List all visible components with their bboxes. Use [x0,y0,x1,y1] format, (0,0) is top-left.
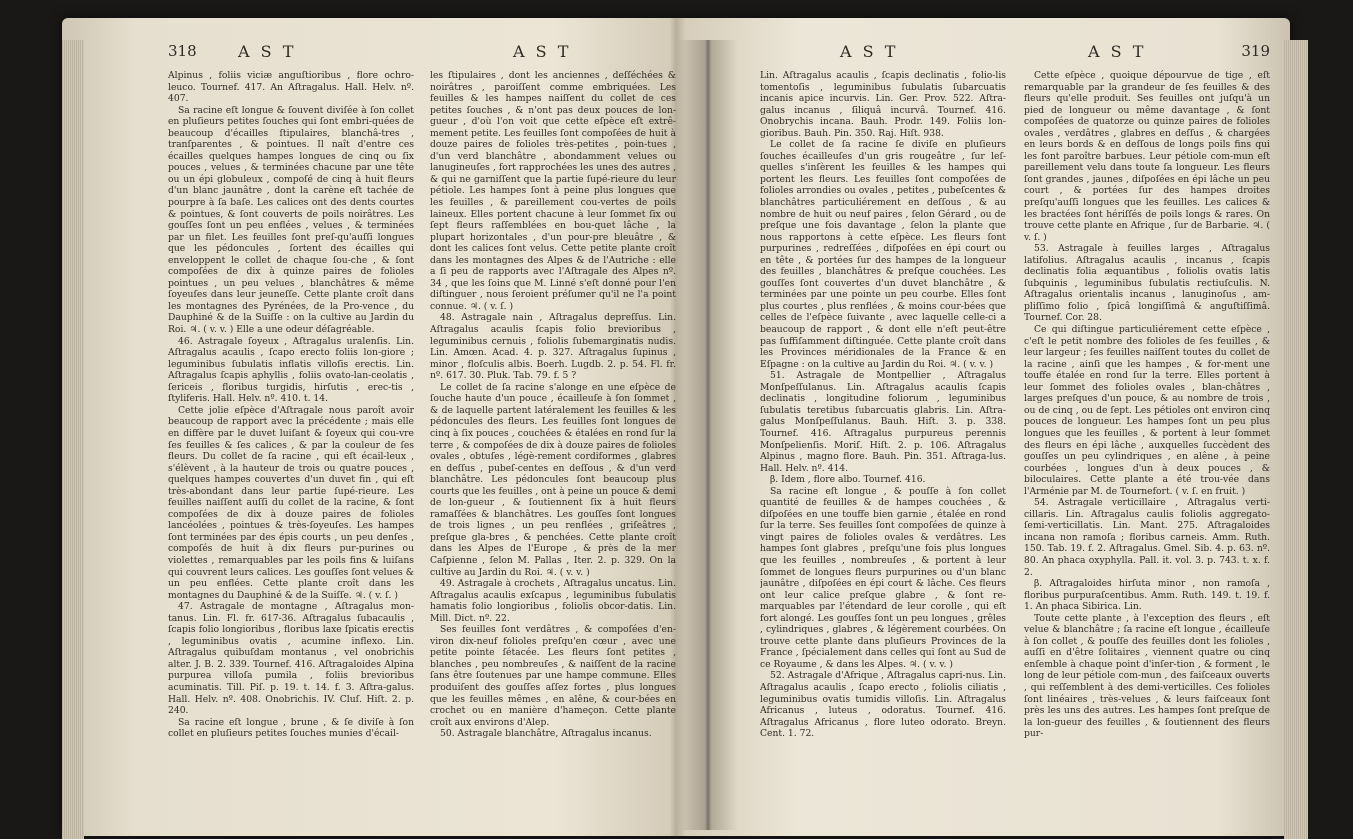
paragraph: 54. Astragale verticillaire , Aſtragalus verti-cillaris. Lin. Aſtragalus caulis foliolis aggregato-ſemi-verticillatis. Lin. Mant. 275. Aſtragaloides incana non ramoſa ; floribus carneis. Amm. Ruth. 150. Tab. 19. f. 2. Aſtragalus. Gmel. Sib. 4. p. 63. nº. 80. An phaca oxyphylla. Pall. it. vol. 3. p. 743. t. x. f. 2. [1024,497,1270,578]
running-title: A S T [840,42,899,61]
page-number: 318 [168,42,197,60]
paragraph: Lin. Aſtragalus acaulis , ſcapis declinatis , folio-lis tomentoſis , leguminibus ſubulatis ſubarcuatis incanis apice incurvis. Lin. Ger. Prov. 522. Aſtra-galus incanus , ſiliquâ incurvâ. Tournef. 416. Onobrychis incana. Bauh. Prodr. 149. Foliis lon-gioribus. Bauh. Pin. 350. Raj. Hiſt. 938. [760,70,1006,139]
running-title-2: A S T [1088,42,1147,61]
paragraph: Ses feuilles ſont verdâtres , & compoſées d'en-viron dix-neuf folioles preſqu'en cœur , avec une petite pointe ſétacée. Les fleurs ſont petites , blanches , peu nombreuſes , & naiſſent de la racine ſans être ſoutenues par une hampe commune. Elles produiſent des gouſſes aſſez fortes , plus longues que les feuilles mêmes , en alêne, & cour-bées en crochet ou en manière d'hameçon. Cette plante croît aux environs d'Alep. [430,624,676,728]
right-column-1 [760,70,1006,820]
right-running-head [760,42,1270,64]
paragraph: β. Idem , flore albo. Tournef. 416. [770,474,926,486]
paragraph: 46. Astragale ſoyeux , Aſtragalus uralenſis. Lin. Aſtragalus acaulis , ſcapo erecto foliis lon-giore ; leguminibus ſubulatis inflatis villoſis erectis. Lin. Aſtragalus ſcapis aphyllis , foliis ovato-lan-ceolatis , ſericeis , floribus turgidis, hirſutis , erec-tis , ſtyliferis. Hall. Helv. nº. 410. t. 14. [168,335,414,405]
running-title: A S T [238,42,297,61]
paragraph: Toute cette plante , à l'exception des fleurs , eſt velue & blanchâtre ; ſa racine eſt longue , écailleuſe à ſon collet , & pouſſe des feuilles dont les folioles , auſſi en d'être ſolitaires , viennent quatre ou cinq enſemble à chaque point d'inſer-tion , & forment , le long de leur pétiole com-mun , des faiſceaux ouverts , qui reſſemblent à des demi-verticilles. Ces folioles ſont linéaires , très-velues , & leurs faiſceaux ſont près les uns des autres. Les hampes ſont preſque de la lon-gueur des feuilles , & ſoutiennent des fleurs pur- [1024,612,1270,740]
paragraph: Le collet de ſa racine ſe diviſe en pluſieurs ſouches écailleuſes d'un gris rougeâtre , ſur leſ-quelles s'inſèrent les feuilles & les hampes qui portent les fleurs. Les feuilles ſont compoſées de folioles arrondies ou ovales , petites , pubeſcentes & blanchâtres particuliérement en deſſous , & au nombre de huit ou neuf paires , ſelon Gérard , ou de preſque une fois davantage , ſelon la plante que nous rapportons à cette eſpèce. Les fleurs ſont purpurines , redreſſées , diſpoſées en épi court ou en tête , & portées ſur des hampes de la longueur des feuilles , blanchâtres & preſque couchées. Les gouſſes ſont couvertes d'un duvet blanchâtre , & terminées par une pointe un peu courbe. Elles ſont plus courtes , plus renflées , & moins cour-bées que celles de l'eſpèce ſuivante , avec laquelle celle-ci a beaucoup de rapport , & dont elle n'eſt peut-être pas ſuffiſamment diſtinguée. Cette plante croît dans les Provinces méridionales de la France & en Eſpagne : on la cultive au Jardin du Roi. ♃. ( v. v. ) [760,139,1006,370]
paragraph: Sa racine eſt longue , & pouſſe à ſon collet quantité de feuilles & de hampes couchées , & diſpoſées en une touffe bien garnie , étalée en rond ſur la terre. Ses feuilles ſont compoſées de quinze à vingt paires de folioles ovales & verdâtres. Les hampes ſont glabres , preſqu'une fois plus longues que les feuilles , nombreuſes , & portent à leur ſommet de longues fleurs purpurines ou d'un blanc jaunâtre , diſpoſées en épi court & lâche. Ces fleurs ont leur calice preſque glabre , & ſont re-marquables par l'étendard de leur corolle , qui eſt fort alongé. Les gouſſes ſont un peu longues , grêles , cylindriques , glabres , & légèrement courbées. On trouve cette plante dans pluſieurs Provinces de la France , ſpécialement dans celles qui ſont au Sud de ce Royaume , & dans les Alpes. ♃. ( v. v. ) [760,485,1006,670]
right-column-2 [1024,70,1270,820]
paragraph: 47. Astragale de montagne , Aſtragalus mon-tanus. Lin. Fl. fr. 617-36. Aſtragalus ſubacaulis , ſcapis folio longioribus , floribus laxe ſpicatis erectis , leguminibus ovatis , acumine inflexo. Lin. Aſtragalus quibuſdam montanus , vel onobrichis alter. J. B. 2. 339. Tournef. 416. Aſtragaloides Alpina purpurea villoſa pumila , foliis brevioribus acuminatis. Till. Piſ. p. 19. t. 14. f. 3. Aſtra-galus. Hall. Helv. nº. 408. Onobrichis. IV. Cluſ. Hiſt. 2. p. 240. [168,601,414,717]
page-number: 319 [1241,42,1270,60]
paragraph: Cette eſpèce , quoique dépourvue de tige , eſt remarquable par la grandeur de ſes feuilles & des fleurs qu'elle produit. Ses feuilles ont juſqu'à un pied de longueur ou même davantage , & ſont compoſées de quatorze ou quinze paires de folioles ovales , verdâtres , glabres en deſſus , & chargées en leurs bords & en deſſous de longs poils fins qui les font paroître barbues. Leur pétiole com-mun eſt pareillement velu dans toute ſa longueur. Les fleurs ſont grandes , jaunes , diſpoſées en épi lâche un peu court , & portées ſur des hampes droites preſqu'auſſi longues que les feuilles. Les calices & les bractées ſont hériſſés de poils longs & rares. On trouve cette plante en Afrique , ſur de Barbarie. ♃. ( v. ſ. ) [1024,70,1270,243]
right-page [760,42,1270,820]
paragraph: 51. Astragale de Montpellier , Aſtragalus Monſpeſſulanus. Lin. Aſtragalus acaulis ſcapis declinatis , longitudine foliorum , leguminibus ſubulatis teretibus ſubarcuatis glabris. Lin. Aſtra-galus Monſpeſſulanus. Bauh. Hiſt. 3. p. 338. Tournef. 416. Aſtragalus purpureus perennis Monſpelienſis. Moriſ. Hiſt. 2. p. 106. Aſtragalus Alpinus , magno flore. Bauh. Pin. 351. Aſtraga-lus. Hall. Helv. nº. 414. [760,370,1006,474]
paragraph: 50. Astragale blanchâtre, Aſtragalus incanus. [440,728,652,740]
paragraph: 52. Astragale d'Afrique , Aſtragalus capri-nus. Lin. Aſtragalus acaulis , ſcapo erecto , foliolis ciliatis , leguminibus ovatis tumidis villoſis. Lin. Aſtragalus Africanus , luteus , odoratus. Tournef. 416. Aſtragalus Africanus , flore luteo odorato. Breyn. Cent. 1. 72. [760,670,1006,740]
paragraph: 48. Astragale nain , Aſtragalus depreſſus. Lin. Aſtragalus acaulis ſcapis folio brevioribus , leguminibus cernuis , foliolis ſubemarginatis nudis. Lin. Amœn. Acad. 4. p. 327. Aſtragalus ſupinus , minor , floſculis albis. Boerh. Lugdb. 2. p. 54. Fl. fr. nº. 617. 30. Pluk. Tab. 79. f. 5 ? [430,312,676,382]
paragraph: Ce qui diſtingue particuliérement cette eſpèce , c'eſt le petit nombre des folioles de ſes feuilles , & leur largeur ; ſes feuilles naiſſent toutes du collet de la racine , ainſi que les hampes , & for-ment une touffe étalée en rond ſur la terre. Elles portent à leur ſommet des folioles ovales , blan-châtres , larges preſques d'un pouce, & au nombre de trois , ou de cinq , ou de ſept. Les pétioles ont environ cinq pouces de longueur. Les hampes ſont un peu plus longues que les feuilles , & portent à leur ſommet des fleurs en épi lâche , auxquelles ſuccèdent des gouſſes un peu cylindriques , en alêne , à peine courbées , longues d'un à deux pouces , & biloculaires. Cette plante a été trou-vée dans l'Arménie par M. de Tournefort. ( v. ſ. en fruit. ) [1024,324,1270,497]
paragraph: Sa racine eſt longue & ſouvent diviſée à ſon collet en pluſieurs petites ſouches qui ſont embri-quées de beaucoup d'écailles ſtipulaires, blanchâ-tres , tranſparentes , & pointues. Il naît d'entre ces écailles quelques hampes longues de cinq ou ſix pouces , velues , & terminées chacune par une tête ou un épi globuleux , compoſé de cinq à huit fleurs d'un blanc jaunâtre , dont la carène eſt tachée de pourpre à ſa baſe. Les calices ont des dents courtes & pointues, & ſont couverts de poils noirâtres. Les gouſſes ſont un peu enflées , velues , & terminées par un filet. Les feuilles ſont preſ-qu'auſſi longues que les pédoncules , ſortent des écailles qui enveloppent le collet de chaque ſou-che , & ſont compoſées de dix à quinze paires de folioles pointues , un peu velues , blanchâtres & même ſoyeuſes dans leur jeuneſſe. Cette plante croît dans les montagnes des Pyrénées, de la Pro-vence , du Dauphiné & de la Suiſſe : on la cultive au Jardin du Roi. ♃. ( v. v. ) Elle a une odeur déſagréable. [168,104,414,336]
left-page-edges [62,40,84,839]
left-page [168,42,680,820]
left-column-1 [168,70,414,820]
paragraph: Alpinus , foliis viciæ anguſtioribus , flore ochro-leuco. Tournef. 417. An Aſtragalus. Hall. Helv. nº. 407. [168,70,414,105]
book-gutter [678,40,738,830]
paragraph: β. Aſtragaloides hirſuta minor , non ramoſa , floribus purpuraſcentibus. Amm. Ruth. 149. t. 19. f. 1. An phaca Sibirica. Lin. [1024,578,1270,613]
paragraph: Le collet de ſa racine s'alonge en une eſpèce de ſouche haute d'un pouce , écailleuſe à ſon ſommet , & de laquelle partent latéralement les feuilles & les pédoncules des fleurs. Les feuilles ſont longues de cinq à ſix pouces , couchées & étalées en rond ſur la terre , & compoſées de dix à douze paires de folioles ovales , obtuſes , légè-rement cordiformes , glabres en deſſus , pubeſ-centes en deſſous , & d'un verd blanchâtre. Les pédoncules ſont beaucoup plus courts que les feuilles , ont à peine un pouce & demi de lon-gueur , & ſoutiennent ſix à huit fleurs ramaſſées & blanchâtres. Les gouſſes ſont longues de trois lignes , un peu renflées , griſeâtres , preſque gla-bres , & penchées. Cette plante croît dans les Alpes de l'Europe , & près de la mer Caſpienne , ſelon M. Pallas , Iter. 2. p. 329. On la cultive au Jardin du Roi. ♃. ( v. v. ) [430,381,676,578]
paragraph: 53. Astragale à feuilles larges , Aſtragalus latifolius. Aſtragalus acaulis , incanus , ſcapis declinatis folia æquantibus , foliolis ovatis latis ſubquinis , leguminibus ſubulatis rectiuſculis. N. Aſtragalus orientalis incanus , lanuginoſus , am-pliſſimo folio , ſpicâ longiſſimâ & anguſtiſſimâ. Tournef. Cor. 28. [1024,243,1270,324]
paragraph: Sa racine eſt longue , brune , & ſe diviſe à ſon collet en pluſieurs petites ſouches munies d'écail- [168,716,414,740]
paragraph: Cette jolie eſpèce d'Aſtragale nous paroît avoir beaucoup de rapport avec la précédente ; mais elle en diffère par le duvet luiſant & ſoyeux qui cou-vre ſes feuilles & ſes calices , & par la couleur de ſes fleurs. Du collet de ſa racine , qui eſt écail-leux , s'élèvent , à la hauteur de trois ou quatre pouces , quelques hampes couvertes d'un duvet fin , qui eſt très-abondant dans leur partie ſupé-rieure. Les feuilles naiſſent auſſi du collet de la racine, & ſont compoſées de dix à douze paires de folioles lancéolées , pointues & très-ſoyeuſes. Les hampes ſont terminées par des épis courts , un peu denſes , compoſés de huit à dix fleurs pur-purines ou violettes , remarquables par les poils fins & luiſans qui couvrent leurs calices. Les gouſſes ſont velues & un peu enflées. Cette plante croît dans les montagnes du Dauphiné & de la Suiſſe. ♃. ( v. ſ. ) [168,404,414,601]
paragraph: 49. Astragale à crochets , Aſtragalus uncatus. Lin. Aſtragalus acaulis exſcapus , leguminibus ſubulatis hamatis folio longioribus , foliolis obcor-datis. Lin. Mill. Dict. nº. 22. [430,578,676,624]
running-title-2: A S T [513,42,572,61]
paragraph: les ſtipulaires , dont les anciennes , deſſéchées & noirâtres , paroiſſent comme embriquées. Les feuilles & les hampes naiſſent du collet de ces petites ſouches , & n'ont pas deux pouces de lon-gueur , d'où l'on voit que cette eſpèce eſt extrê-mement petite. Les feuilles ſont compoſées de huit à douze paires de folioles très-petites , poin-tues , d'un verd blanchâtre , abondamment velues ou lanugineuſes , fort rapprochées les unes des autres , & qui ne garniſſent que la partie ſupé-rieure du leur pétiole. Les hampes ſont à peine plus longues que les feuilles , & pareillement cou-vertes de poils laineux. Elles portent chacune à leur ſommet ſix ou ſept fleurs raſſemblées en bou-quet lâche , la plupart horizontales , d'un pour-pre bleuâtre , & dont les calices ſont velus. Cette petite plante croît dans les montagnes des Alpes & de l'Autriche : elle a ſi peu de rapports avec l'Aſtragale des Alpes nº. 34 , que les ſoins que M. Linné s'eſt donné pour l'en diſtinguer , nous ſeroient préſumer qu'il ne l'a point connue. ♃. ( v. ſ. ) [430,70,676,312]
left-running-head [168,42,680,64]
left-column-2 [430,70,676,820]
right-page-edges [1284,40,1308,839]
